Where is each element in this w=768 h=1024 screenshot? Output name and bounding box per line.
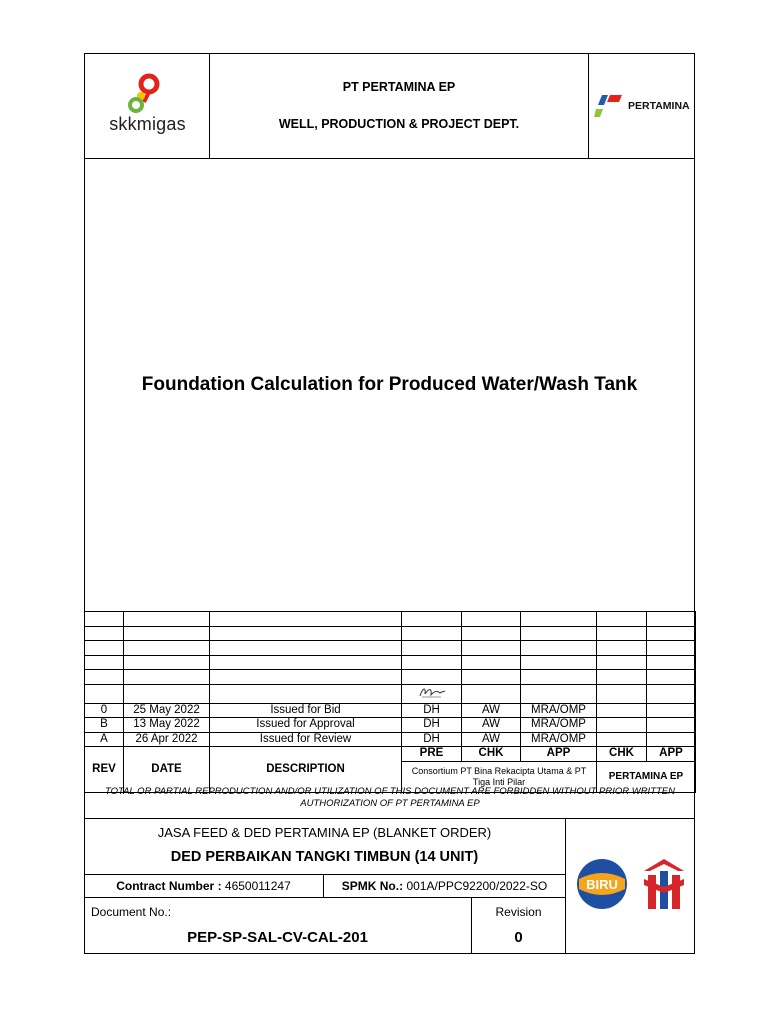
skkmigas-logo-text: skkmigas xyxy=(109,114,186,134)
skkmigas-logo xyxy=(100,72,195,142)
revision-label: Revision xyxy=(495,905,542,919)
revision-row xyxy=(85,718,696,733)
rev-code: A xyxy=(85,732,124,747)
header-divider-right xyxy=(588,53,589,159)
contract-number xyxy=(84,874,323,897)
owner-app-header: APP xyxy=(647,747,696,762)
document-number-label: Document No.: xyxy=(91,905,172,919)
rev-prepared: DH xyxy=(402,703,462,718)
revision-row-empty xyxy=(85,612,696,627)
header-divider-left xyxy=(209,53,210,159)
project-block-top-rule xyxy=(84,818,695,819)
spmk-number-label: SPMK No.: xyxy=(341,878,404,893)
revision-row xyxy=(85,703,696,718)
pertamina-logo-text: PERTAMINA xyxy=(628,100,690,112)
rev-code: 0 xyxy=(85,703,124,718)
revision-value: 0 xyxy=(514,928,523,946)
department-name: WELL, PRODUCTION & PROJECT DEPT. xyxy=(278,117,520,131)
rev-description: Issued for Approval xyxy=(210,718,402,733)
rev-checked: AW xyxy=(462,703,521,718)
revision-table xyxy=(84,611,696,793)
pertamina-logo-icon xyxy=(594,93,624,119)
rev-approved: MRA/OMP xyxy=(521,732,597,747)
consortium-name: Consortium PT Bina Rekacipta Utama & PT Tiga Inti Pilar xyxy=(402,761,597,792)
company-name: PT PERTAMINA EP xyxy=(342,80,456,94)
revision-row-signature xyxy=(85,684,696,703)
revision-row-empty xyxy=(85,670,696,685)
rev-approved: MRA/OMP xyxy=(521,703,597,718)
rev-date: 25 May 2022 xyxy=(124,703,210,718)
tip-logo xyxy=(642,857,686,912)
chk-header: CHK xyxy=(462,747,521,762)
owner-chk-header: CHK xyxy=(597,747,647,762)
document-title: Foundation Calculation for Produced Water/Wash Tank xyxy=(141,374,638,395)
rev-prepared: DH xyxy=(402,718,462,733)
rev-checked: AW xyxy=(462,732,521,747)
pertamina-logo xyxy=(594,93,694,121)
document-number-value: PEP-SP-SAL-CV-CAL-201 xyxy=(187,928,368,946)
app-header: APP xyxy=(521,747,597,762)
spmk-number xyxy=(324,874,565,897)
biru-logo xyxy=(575,857,630,912)
rev-description: Issued for Review xyxy=(210,732,402,747)
pre-header: PRE xyxy=(402,747,462,762)
date-header: DATE xyxy=(124,747,210,793)
biru-logo-icon xyxy=(575,857,630,912)
rev-date: 13 May 2022 xyxy=(124,718,210,733)
contract-bottom-rule xyxy=(84,897,565,898)
project-block-divider xyxy=(565,818,566,954)
owner-name: PERTAMINA EP xyxy=(597,761,696,792)
revision-row-empty xyxy=(85,655,696,670)
revision-row-empty xyxy=(85,626,696,641)
rev-checked: AW xyxy=(462,718,521,733)
rev-header: REV xyxy=(85,747,124,793)
rev-approved: MRA/OMP xyxy=(521,718,597,733)
contract-number-label: Contract Number : xyxy=(116,878,222,893)
revision-row-empty xyxy=(85,641,696,656)
project-order: JASA FEED & DED PERTAMINA EP (BLANKET ORDER) xyxy=(157,824,492,840)
revision-header-row xyxy=(85,747,696,762)
signature-icon xyxy=(417,685,447,699)
rev-description: Issued for Bid xyxy=(210,703,402,718)
reproduction-notice: TOTAL OR PARTIAL REPRODUCTION AND/OR UTILIZATION OF THIS DOCUMENT ARE FORBIDDEN WITHOUT PRIOR WRITTEN AUTHORIZATION OF PT PERTAMINA EP xyxy=(104,786,676,809)
spmk-number-value: 001A/PPC92200/2022-SO xyxy=(406,878,548,893)
rev-code: B xyxy=(85,718,124,733)
project-name: DED PERBAIKAN TANGKI TIMBUN (14 UNIT) xyxy=(170,849,479,865)
contract-number-value: 4650011247 xyxy=(224,878,291,893)
rev-prepared: DH xyxy=(402,732,462,747)
rev-date: 26 Apr 2022 xyxy=(124,732,210,747)
biru-logo-text: BIRU xyxy=(586,877,618,892)
revision-row xyxy=(85,732,696,747)
pillar-logo-icon xyxy=(642,857,686,912)
description-header: DESCRIPTION xyxy=(210,747,402,793)
